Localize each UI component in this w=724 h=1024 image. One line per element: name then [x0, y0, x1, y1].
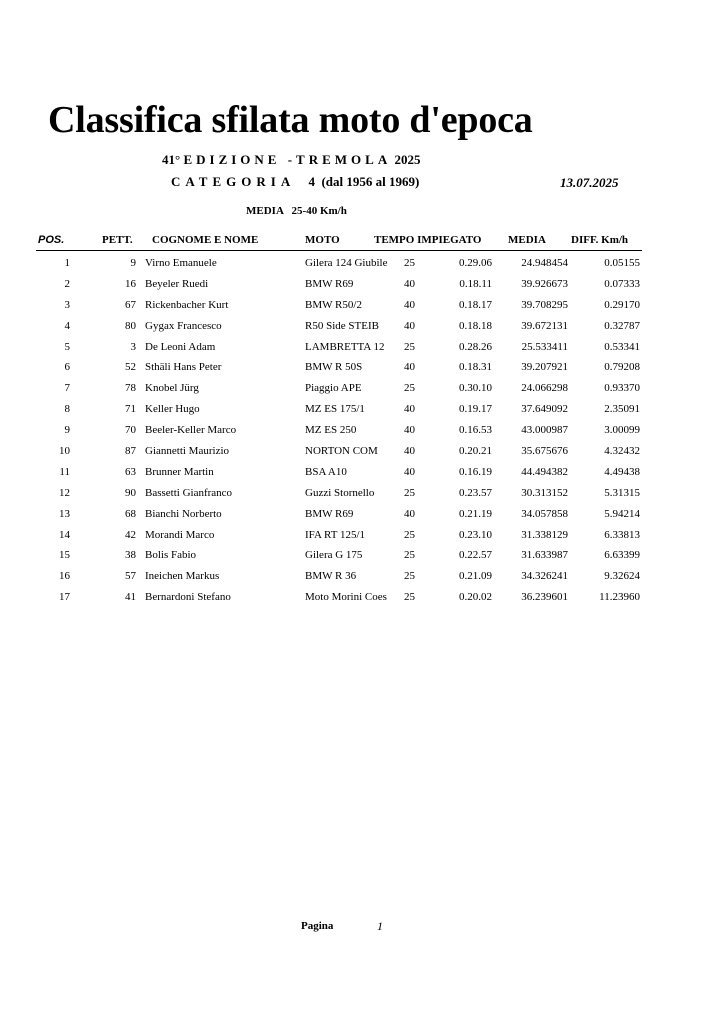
cell-pett: 90 — [125, 486, 136, 499]
table-row — [0, 464, 724, 485]
results-table — [0, 255, 724, 610]
table-row — [0, 547, 724, 568]
cell-moto: NORTON COM — [305, 445, 378, 458]
cell-media: 39.207921 — [521, 361, 568, 374]
cell-name: Bassetti Gianfranco — [145, 486, 233, 499]
cell-diff: 4.32432 — [604, 445, 640, 458]
cell-diff: 5.31315 — [604, 486, 640, 499]
cell-category: 25 — [404, 340, 415, 353]
cell-pos: 1 — [64, 257, 70, 269]
cell-diff: 2.35091 — [604, 403, 640, 416]
cell-pett: 16 — [125, 277, 136, 290]
table-row — [0, 443, 724, 464]
header-moto: MOTO — [305, 234, 340, 246]
edition-number: 41° — [162, 152, 181, 167]
cell-pos: 10 — [59, 445, 70, 458]
cell-category: 25 — [404, 486, 415, 499]
table-row — [0, 401, 724, 422]
cell-diff: 6.33813 — [604, 528, 640, 541]
cell-category: 40 — [404, 361, 415, 374]
cell-time: 0.29.06 — [459, 257, 492, 269]
cell-time: 0.18.31 — [459, 361, 492, 374]
cell-name: Brunner Martin — [145, 465, 214, 478]
cell-name: Knobel Jürg — [145, 382, 199, 395]
header-rule — [36, 250, 642, 251]
cell-media: 24.948454 — [521, 257, 568, 269]
cell-media: 43.000987 — [521, 424, 568, 437]
table-row — [0, 255, 724, 276]
cell-pett: 52 — [125, 361, 136, 374]
cell-time: 0.16.53 — [459, 424, 492, 437]
cell-name: De Leoni Adam — [145, 340, 216, 353]
cell-pett: 57 — [125, 570, 136, 583]
cell-category: 40 — [404, 465, 415, 478]
cell-time: 0.22.57 — [459, 549, 492, 562]
cell-media: 39.672131 — [521, 319, 568, 332]
cell-pett: 9 — [130, 257, 136, 269]
cell-pos: 3 — [64, 298, 70, 311]
cell-pos: 9 — [64, 424, 70, 437]
cell-category: 40 — [404, 319, 415, 332]
cell-pett: 71 — [125, 403, 136, 416]
cell-pos: 4 — [64, 319, 70, 332]
cell-media: 24.066298 — [521, 382, 568, 395]
cell-pett: 67 — [125, 298, 136, 311]
cell-diff: 0.32787 — [604, 319, 640, 332]
cell-diff: 6.63399 — [604, 549, 640, 562]
edition-text: EDIZIONE -TREMOLA — [183, 152, 392, 167]
cell-moto: MZ ES 250 — [305, 424, 357, 437]
header-pos: POS. — [38, 234, 65, 246]
cell-diff: 5.94214 — [604, 507, 640, 520]
cell-diff: 0.93370 — [604, 382, 640, 395]
cell-pett: 38 — [125, 549, 136, 562]
cell-pos: 15 — [59, 549, 70, 562]
cell-pett: 80 — [125, 319, 136, 332]
cell-moto: BMW R 50S — [305, 361, 363, 374]
cell-moto: BMW R 36 — [305, 570, 357, 583]
table-row — [0, 568, 724, 589]
cell-name: Rickenbacher Kurt — [145, 298, 229, 311]
cell-media: 25.533411 — [521, 340, 568, 353]
table-row — [0, 359, 724, 380]
cell-diff: 0.29170 — [604, 298, 640, 311]
cell-media: 39.926673 — [521, 277, 568, 290]
cell-media: 36.239601 — [521, 591, 568, 604]
cell-name: Keller Hugo — [145, 403, 200, 416]
table-row — [0, 339, 724, 360]
cell-time: 0.28.26 — [459, 340, 492, 353]
cell-diff: 4.49438 — [604, 465, 640, 478]
cell-moto: BMW R50/2 — [305, 298, 362, 311]
cell-moto: Guzzi Stornello — [305, 486, 375, 499]
cell-time: 0.18.11 — [459, 277, 492, 290]
cell-name: Sthäli Hans Peter — [145, 361, 222, 374]
header-diff: DIFF. Km/h — [571, 234, 629, 246]
cell-time: 0.21.19 — [459, 507, 492, 520]
cell-pos: 8 — [64, 403, 70, 416]
cell-category: 25 — [404, 549, 415, 562]
category-line — [171, 174, 419, 190]
cell-name: Gygax Francesco — [145, 319, 222, 332]
event-date: 13.07.2025 — [560, 175, 619, 190]
cell-moto: Moto Morini Coes — [305, 591, 387, 604]
cell-category: 25 — [404, 570, 415, 583]
cell-pos: 12 — [59, 486, 70, 499]
cell-pett: 70 — [125, 424, 136, 437]
cell-time: 0.16.19 — [459, 465, 492, 478]
header-tempo: TEMPO IMPIEGATO — [374, 234, 482, 246]
cell-category: 40 — [404, 277, 415, 290]
table-row — [0, 422, 724, 443]
cell-media: 44.494382 — [521, 465, 568, 478]
cell-moto: MZ ES 175/1 — [305, 403, 365, 416]
cell-diff: 0.07333 — [604, 277, 640, 290]
cell-pos: 16 — [59, 570, 70, 583]
header-pett: PETT. — [102, 234, 133, 246]
edition-line — [162, 152, 420, 168]
cell-time: 0.21.09 — [459, 570, 492, 583]
cell-pos: 14 — [59, 528, 70, 541]
cell-media: 37.649092 — [521, 403, 568, 416]
cell-moto: Piaggio APE — [305, 382, 362, 395]
cell-diff: 9.32624 — [604, 570, 640, 583]
cell-name: Bolis Fabio — [145, 549, 197, 562]
cell-pett: 42 — [125, 528, 136, 541]
cell-pos: 2 — [64, 277, 70, 290]
cell-media: 34.326241 — [521, 570, 568, 583]
cell-time: 0.19.17 — [459, 403, 492, 416]
cell-category: 40 — [404, 445, 415, 458]
cell-diff: 0.53341 — [604, 340, 640, 353]
media-range: MEDIA 25-40 Km/h — [246, 205, 347, 217]
cell-category: 25 — [404, 382, 415, 395]
cell-moto: Gilera 124 Giubile — [305, 257, 388, 269]
edition-year: 2025 — [394, 152, 421, 167]
cell-category: 40 — [404, 298, 415, 311]
cell-pett: 87 — [125, 445, 136, 458]
page-label: Pagina — [301, 920, 334, 932]
cell-name: Bernardoni Stefano — [145, 591, 231, 604]
cell-pos: 5 — [64, 340, 70, 353]
cell-name: Morandi Marco — [145, 528, 215, 541]
table-row — [0, 276, 724, 297]
cell-name: Beeler-Keller Marco — [145, 424, 237, 437]
cell-name: Bianchi Norberto — [145, 507, 222, 520]
cell-category: 40 — [404, 424, 415, 437]
cell-pos: 17 — [59, 591, 70, 604]
cell-pett: 63 — [125, 465, 136, 478]
cell-category: 40 — [404, 403, 415, 416]
header-name: COGNOME E NOME — [152, 234, 259, 246]
cell-moto: BMW R69 — [305, 507, 354, 520]
cell-media: 30.313152 — [521, 486, 568, 499]
category-value: 4 (dal 1956 al 1969) — [308, 174, 420, 189]
cell-time: 0.23.10 — [459, 528, 492, 541]
cell-time: 0.20.02 — [459, 591, 492, 604]
cell-time: 0.23.57 — [459, 486, 492, 499]
cell-moto: R50 Side STEIB — [305, 319, 379, 332]
cell-moto: BMW R69 — [305, 277, 354, 290]
table-row — [0, 506, 724, 527]
cell-name: Beyeler Ruedi — [145, 277, 209, 290]
cell-pos: 13 — [59, 507, 70, 520]
header-media: MEDIA — [508, 234, 546, 246]
cell-diff: 0.79208 — [604, 361, 640, 374]
cell-time: 0.30.10 — [459, 382, 492, 395]
table-row — [0, 380, 724, 401]
cell-pett: 78 — [125, 382, 136, 395]
cell-time: 0.18.17 — [459, 298, 492, 311]
table-row — [0, 485, 724, 506]
cell-category: 40 — [404, 507, 415, 520]
table-row — [0, 318, 724, 339]
cell-moto: LAMBRETTA 12 — [305, 340, 385, 353]
document-title: Classifica sfilata moto d'epoca — [48, 99, 533, 141]
cell-media: 34.057858 — [521, 507, 568, 520]
cell-pett: 68 — [125, 507, 136, 520]
cell-name: Giannetti Maurizio — [145, 445, 230, 458]
cell-time: 0.18.18 — [459, 319, 492, 332]
page-number: 1 — [377, 919, 383, 933]
cell-media: 35.675676 — [521, 445, 568, 458]
cell-diff: 0.05155 — [604, 257, 640, 269]
cell-moto: BSA A10 — [305, 465, 347, 478]
cell-diff: 3.00099 — [604, 424, 640, 437]
cell-category: 25 — [404, 591, 415, 604]
cell-moto: IFA RT 125/1 — [305, 528, 366, 541]
cell-name: Ineichen Markus — [145, 570, 220, 583]
table-row — [0, 297, 724, 318]
cell-category: 25 — [404, 528, 415, 541]
cell-media: 31.633987 — [521, 549, 568, 562]
cell-time: 0.20.21 — [459, 445, 492, 458]
cell-name: Virno Emanuele — [145, 257, 217, 269]
cell-diff: 11.23960 — [599, 591, 640, 604]
cell-pett: 41 — [125, 591, 136, 604]
table-row — [0, 589, 724, 610]
cell-pos: 7 — [64, 382, 70, 395]
cell-media: 39.708295 — [521, 298, 568, 311]
cell-pett: 3 — [130, 340, 136, 353]
cell-category: 25 — [404, 257, 415, 269]
cell-moto: Gilera G 175 — [305, 549, 363, 562]
category-label: CATEGORIA — [171, 174, 296, 189]
cell-pos: 6 — [64, 361, 70, 374]
cell-media: 31.338129 — [521, 528, 568, 541]
table-row — [0, 527, 724, 548]
cell-pos: 11 — [59, 465, 70, 478]
